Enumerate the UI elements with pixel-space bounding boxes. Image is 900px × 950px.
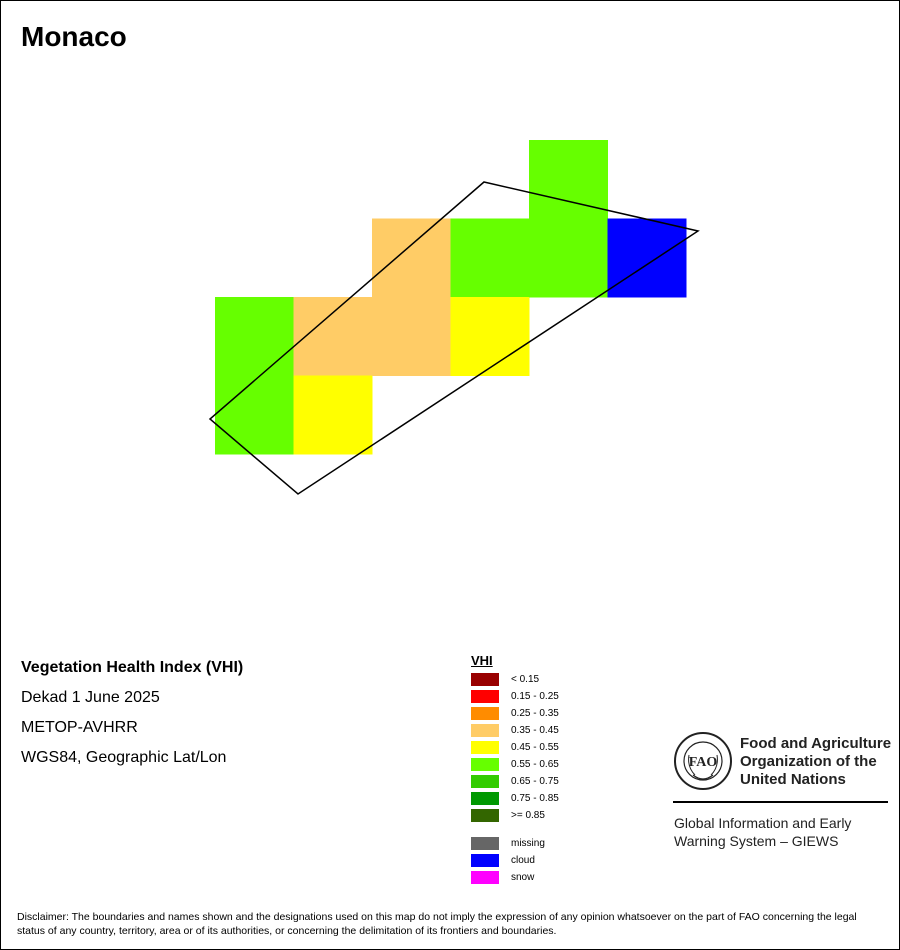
vhi-raster-cells [215, 140, 687, 455]
legend-class-row [471, 773, 559, 790]
legend-special-row [471, 835, 559, 852]
legend-gap [471, 824, 559, 835]
index-name: Vegetation Health Index (VHI) [21, 659, 244, 676]
vhi-cell [215, 297, 294, 376]
vhi-cell [372, 297, 451, 376]
map-info [21, 657, 243, 777]
fao-name-line-3: United Nations [740, 771, 846, 788]
legend-swatch [471, 724, 499, 737]
legend-swatch [471, 741, 499, 754]
legend-label: 0.55 - 0.65 [511, 759, 559, 770]
legend-swatch [471, 792, 499, 805]
legend-swatch [471, 690, 499, 703]
map-canvas [1, 1, 899, 641]
vhi-cell [608, 219, 687, 298]
legend-class-row [471, 739, 559, 756]
legend-label: < 0.15 [511, 674, 540, 685]
legend [471, 653, 559, 886]
legend-label: 0.35 - 0.45 [511, 725, 559, 736]
legend-special [471, 835, 559, 886]
vhi-cell [451, 297, 530, 376]
legend-class-row [471, 705, 559, 722]
legend-class-row [471, 807, 559, 824]
vhi-cell [451, 219, 530, 298]
fao-logo-text: FAO [688, 755, 718, 770]
legend-label: cloud [511, 855, 535, 866]
fao-organization-name [740, 735, 891, 789]
giews-line-2: Warning System – GIEWS [674, 833, 839, 849]
legend-swatch [471, 707, 499, 720]
legend-class-row [471, 722, 559, 739]
legend-special-row [471, 852, 559, 869]
legend-swatch [471, 809, 499, 822]
giews-line-1: Global Information and Early [674, 815, 852, 831]
legend-label: 0.65 - 0.75 [511, 776, 559, 787]
giews-name [674, 814, 851, 850]
fao-name-line-1: Food and Agriculture [740, 735, 892, 752]
disclaimer: Disclaimer: The boundaries and names shown and the designations used on this map do not imply the expression of any opinion whatsoever on the part of FAO concerning the legal status of any country, territory, area or of its authorities, or concerning the delimitation of its frontiers and boundaries. [17, 911, 857, 937]
legend-class-row [471, 671, 559, 688]
legend-classes [471, 671, 559, 824]
period-label: Dekad 1 June 2025 [21, 689, 160, 706]
legend-label: >= 0.85 [511, 810, 545, 821]
legend-swatch [471, 758, 499, 771]
legend-label: 0.15 - 0.25 [511, 691, 559, 702]
fao-name-line-2: Organization of the [740, 753, 877, 770]
legend-class-row [471, 756, 559, 773]
legend-label: missing [511, 838, 545, 849]
legend-class-row [471, 688, 559, 705]
legend-label: 0.75 - 0.85 [511, 793, 559, 804]
legend-label: snow [511, 872, 535, 883]
legend-swatch [471, 871, 499, 884]
vhi-cell [529, 219, 608, 298]
legend-swatch [471, 673, 499, 686]
legend-label: 0.45 - 0.55 [511, 742, 559, 753]
map-title: Monaco [21, 21, 127, 52]
projection-label: WGS84, Geographic Lat/Lon [21, 749, 227, 766]
legend-label: 0.25 - 0.35 [511, 708, 559, 719]
sensor-label: METOP-AVHRR [21, 719, 138, 736]
legend-swatch [471, 837, 499, 850]
vhi-cell [215, 376, 294, 455]
legend-swatch [471, 775, 499, 788]
fao-logo-icon [673, 731, 733, 791]
legend-swatch [471, 854, 499, 867]
legend-class-row [471, 790, 559, 807]
fao-divider [673, 801, 888, 803]
legend-special-row [471, 869, 559, 886]
legend-title: VHI [471, 653, 493, 668]
vhi-cell [294, 376, 373, 455]
vhi-cell [372, 219, 451, 298]
